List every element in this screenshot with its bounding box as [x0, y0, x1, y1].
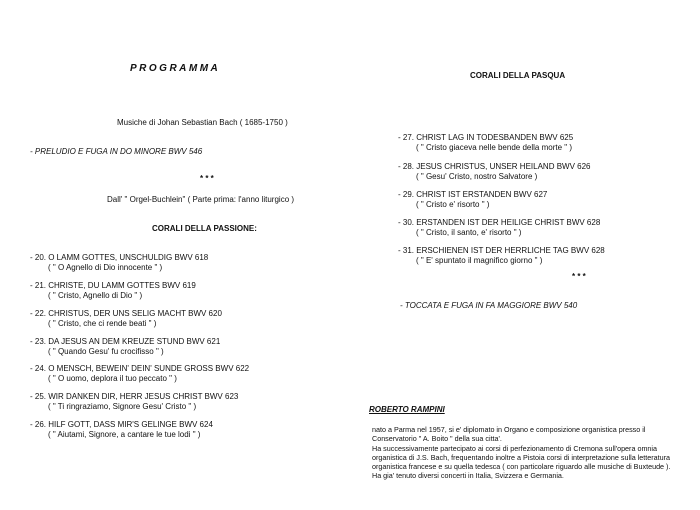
list-item — [398, 162, 591, 181]
chorale-translation: ( " Cristo e' risorto " ) — [416, 200, 490, 209]
chorale-translation: ( " Aiutami, Signore, a cantare le tue lodi " ) — [48, 430, 201, 439]
toccata-item: - TOCCATA E FUGA IN FA MAGGIORE BWV 540 — [400, 301, 578, 310]
page-title: PROGRAMMA — [130, 63, 221, 74]
easter-heading: CORALI DELLA PASQUA — [470, 71, 566, 80]
chorale-title: - 22. CHRISTUS, DER UNS SELIG MACHT BWV 620 — [30, 309, 222, 318]
list-item — [30, 281, 196, 300]
list-item — [30, 309, 222, 328]
list-item — [398, 218, 600, 237]
list-item — [30, 337, 220, 356]
chorale-title: - 31. ERSCHIENEN IST DER HERRLICHE TAG BWV 628 — [398, 246, 605, 255]
chorale-title: - 23. DA JESUS AN DEM KREUZE STUND BWV 621 — [30, 337, 221, 346]
chorale-translation: ( " E' spuntato il magnifico giorno " ) — [416, 256, 543, 265]
chorale-title: - 24. O MENSCH, BEWEIN' DEIN' SUNDE GROSS BWV 622 — [30, 364, 250, 373]
list-item — [398, 190, 547, 209]
chorale-translation: ( " Quando Gesu' fu crocifisso " ) — [48, 347, 164, 356]
section-stars: * * * — [200, 174, 214, 183]
chorale-title: - 26. HILF GOTT, DASS MIR'S GELINGE BWV 624 — [30, 420, 213, 429]
chorale-title: - 20. O LAMM GOTTES, UNSCHULDIG BWV 618 — [30, 253, 209, 262]
bio-line: Ha successivamente partecipato ai corsi di perfezionamento di Cremona sull'opera omnia — [372, 443, 658, 453]
list-item — [30, 420, 213, 439]
chorale-translation: ( " Cristo, il santo, e' risorto " ) — [416, 228, 522, 237]
chorale-translation: ( " O uomo, deplora il tuo peccato " ) — [48, 374, 177, 383]
chorale-title: - 25. WIR DANKEN DIR, HERR JESUS CHRIST BWV 623 — [30, 392, 239, 401]
bio-line: organistica di J.S. Bach, frequentando inoltre a Pistoia corsi di interpretazione sulla letteratura — [372, 452, 671, 462]
prelude-item: - PRELUDIO E FUGA IN DO MINORE BWV 546 — [30, 147, 203, 156]
performer-bio — [372, 425, 697, 481]
orgel-buchlein-line: Dall' " Orgel-Buchlein" ( Parte prima: l'anno liturgico ) — [107, 195, 295, 204]
chorale-translation: ( " Cristo, che ci rende beati " ) — [48, 319, 157, 328]
list-item — [30, 253, 208, 272]
section-stars: * * * — [572, 272, 586, 281]
chorale-title: - 28. JESUS CHRISTUS, UNSER HEILAND BWV 626 — [398, 162, 591, 171]
chorale-translation: ( " Ti ringraziamo, Signore Gesu' Cristo " ) — [48, 402, 197, 411]
passion-heading: CORALI DELLA PASSIONE: — [152, 224, 257, 233]
chorale-title: - 21. CHRISTE, DU LAMM GOTTES BWV 619 — [30, 281, 196, 290]
bio-line: Conservatorio " A. Boito " della sua citta'. — [372, 434, 502, 444]
bio-line: nato a Parma nel 1957, si e' diplomato in Organo e composizione organistica presso il — [372, 425, 646, 434]
list-item — [30, 364, 249, 383]
composer-line: Musiche di Johan Sebastian Bach ( 1685-1750 ) — [117, 118, 288, 127]
chorale-translation: ( " Gesu' Cristo, nostro Salvatore ) — [416, 172, 538, 181]
chorale-translation: ( " Cristo, Agnello di Dio " ) — [48, 291, 143, 300]
chorale-translation: ( " O Agnello di Dio innocente " ) — [48, 263, 163, 272]
bio-line: organistica francese e su quella tedesca ( con particolare riguardo alle musiche di Buxteude ). — [372, 462, 671, 472]
chorale-title: - 30. ERSTANDEN IST DER HEILIGE CHRIST BWV 628 — [398, 218, 601, 227]
chorale-title: - 27. CHRIST LAG IN TODESBANDEN BWV 625 — [398, 133, 574, 142]
performer-name: ROBERTO RAMPINI — [369, 405, 445, 414]
chorale-translation: ( " Cristo giaceva nelle bende della morte " ) — [416, 143, 572, 152]
list-item — [30, 392, 238, 411]
chorale-title: - 29. CHRIST IST ERSTANDEN BWV 627 — [398, 190, 548, 199]
list-item — [398, 246, 605, 265]
list-item — [398, 133, 573, 152]
bio-line: Ha gia' tenuto diversi concerti in Italia, Svizzera e Germania. — [372, 471, 564, 481]
